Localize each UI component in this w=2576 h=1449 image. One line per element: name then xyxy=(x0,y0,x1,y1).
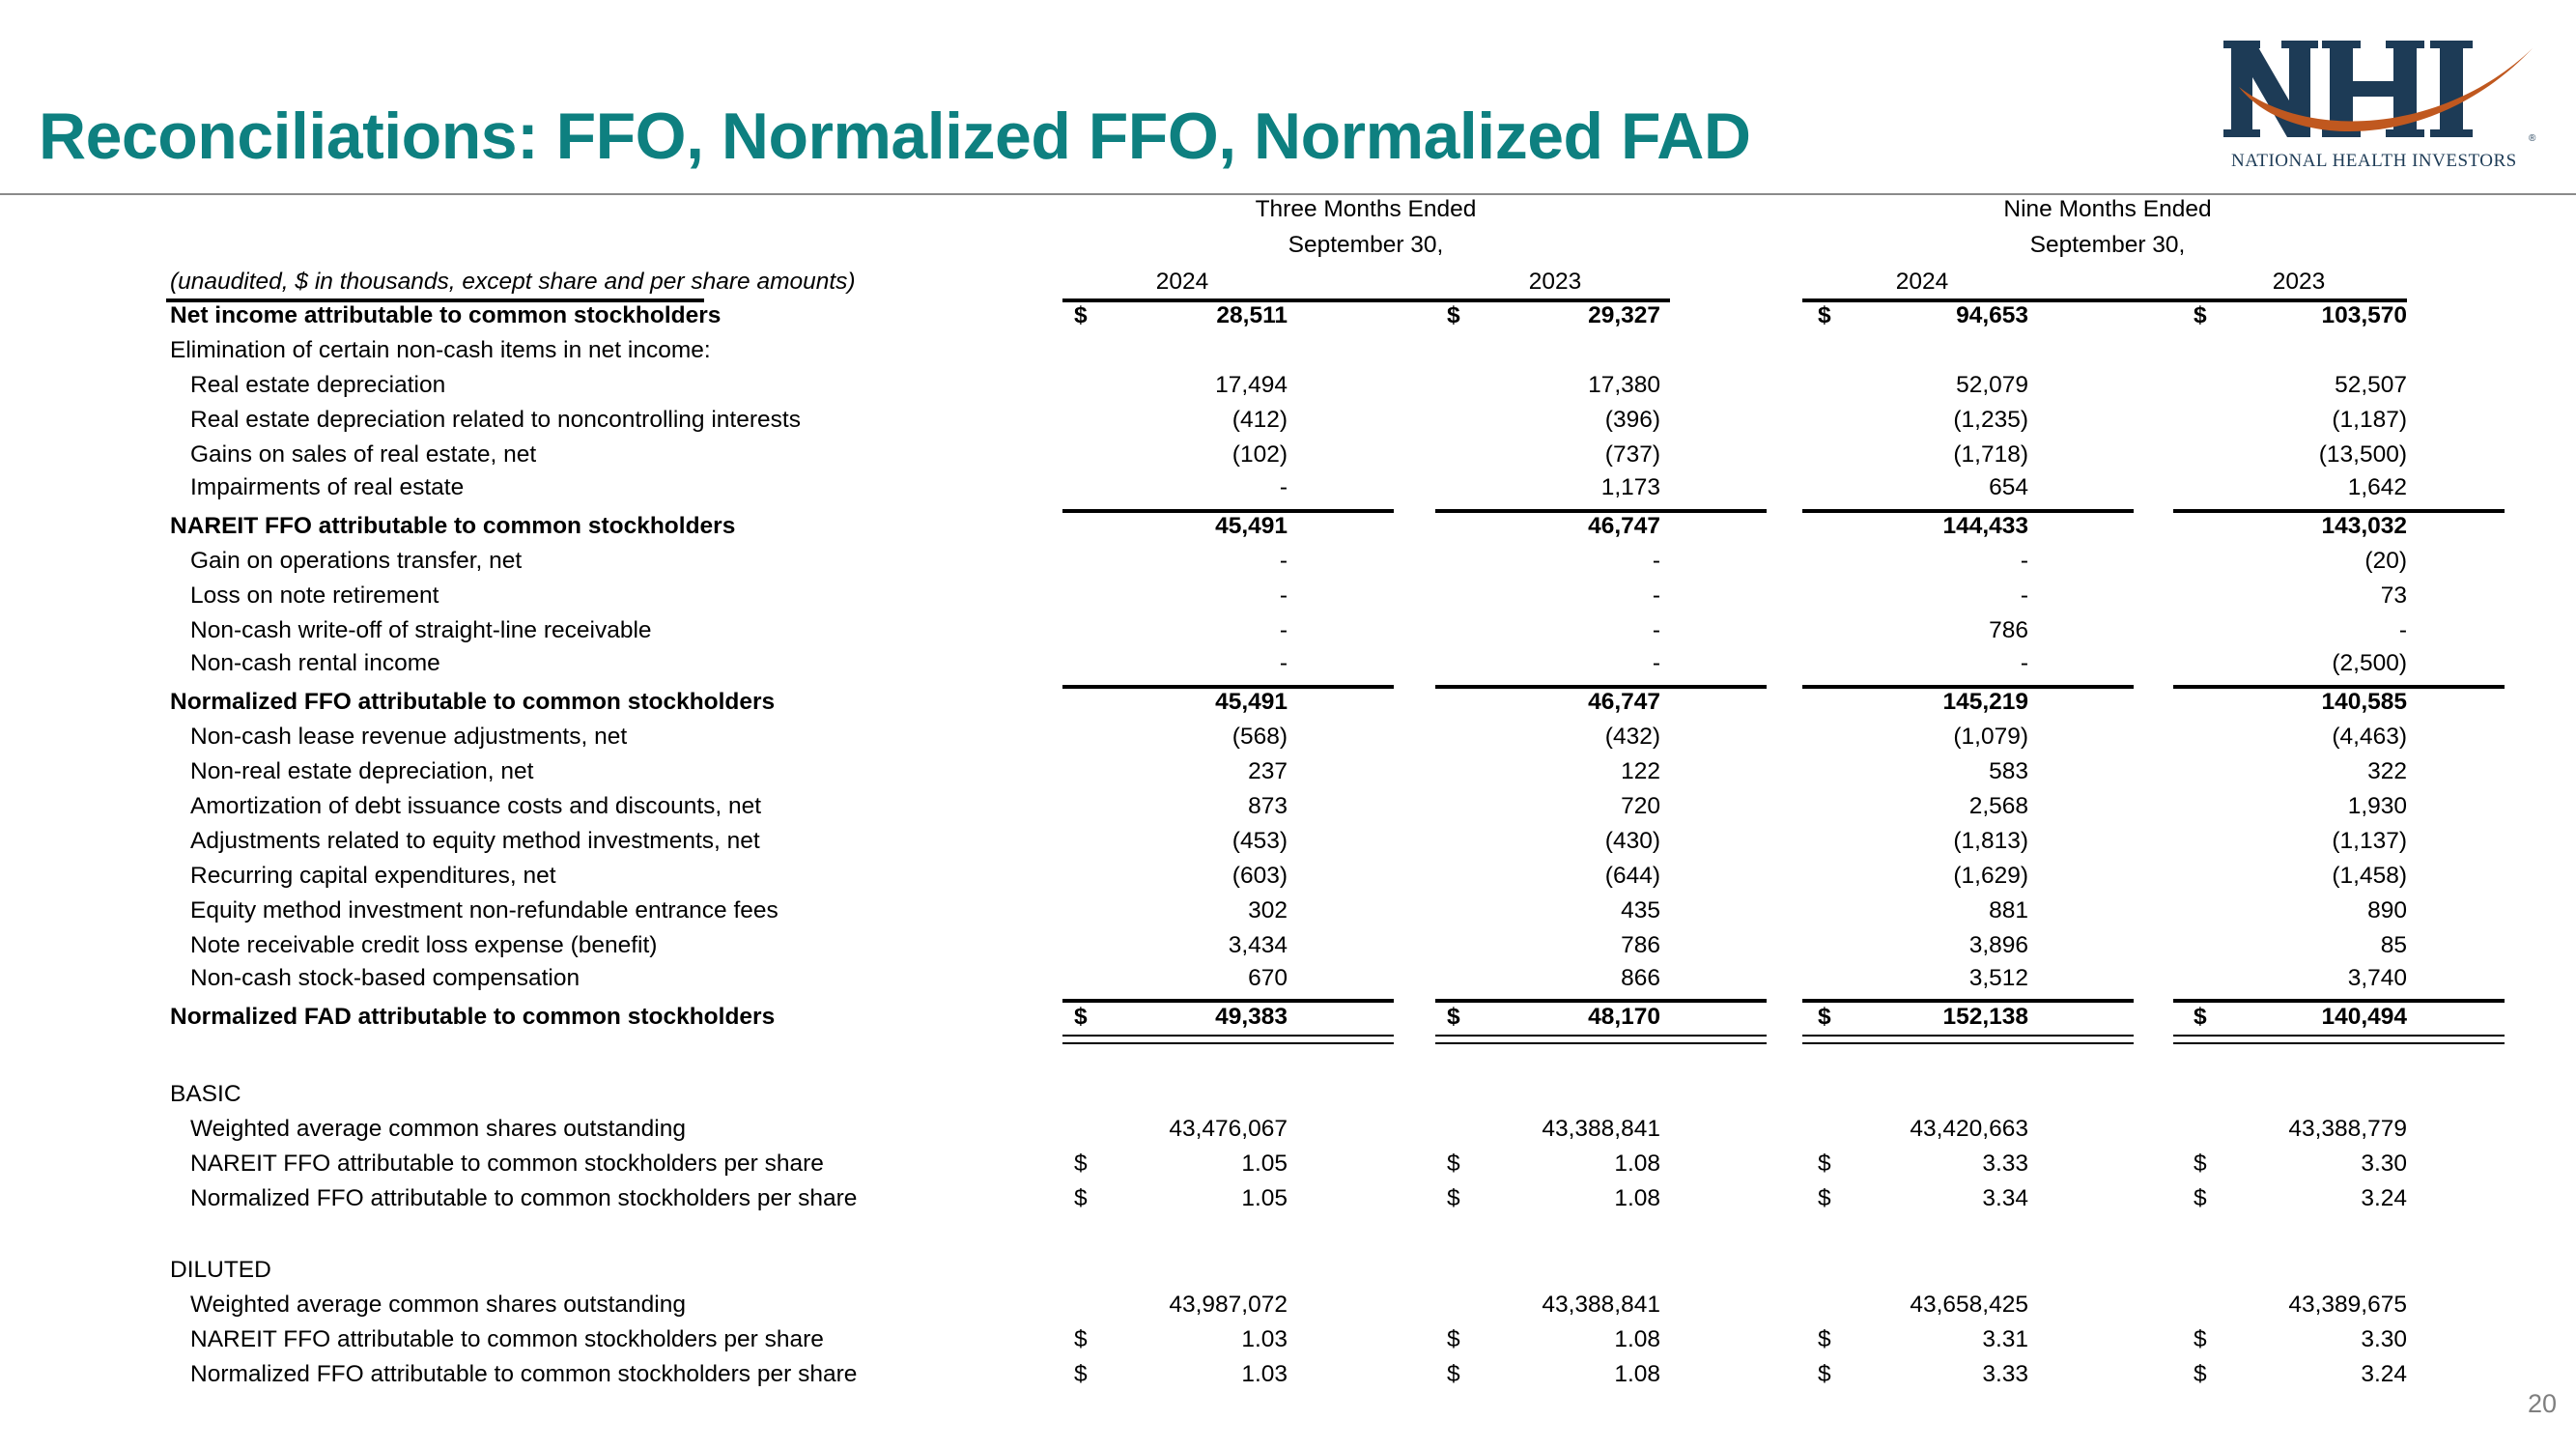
row-value: 43,658,425 xyxy=(1910,1292,2028,1318)
row-value: - xyxy=(1279,548,1288,574)
row-value: (1,813) xyxy=(1953,828,2028,854)
row-value: 17,494 xyxy=(1215,372,1288,398)
row-value: 1.03 xyxy=(1241,1326,1288,1352)
subtotal-rule xyxy=(1435,509,1767,513)
total-double-rule xyxy=(1062,1042,1394,1044)
row-value: 1.08 xyxy=(1614,1361,1660,1387)
year-header-q-2024: 2024 xyxy=(1155,269,1209,295)
row-label: Real estate depreciation xyxy=(190,372,446,398)
subtotal-rule xyxy=(1802,685,2134,689)
row-value: 3.24 xyxy=(2361,1185,2407,1211)
dollar-sign: $ xyxy=(1818,302,1831,328)
svg-text:®: ® xyxy=(2529,133,2536,144)
row-value: 48,170 xyxy=(1588,1004,1660,1030)
row-label: Elimination of certain non-cash items in net income: xyxy=(170,337,711,363)
row-value: 43,389,675 xyxy=(2288,1292,2407,1318)
total-double-rule xyxy=(1062,1035,1394,1037)
total-double-rule xyxy=(2173,1042,2505,1044)
row-value: - xyxy=(1279,474,1288,500)
row-label: Real estate depreciation related to noncontrolling interests xyxy=(190,407,801,433)
row-value: (13,500) xyxy=(2318,441,2407,468)
row-value: - xyxy=(1652,548,1660,574)
row-label: Loss on note retirement xyxy=(190,582,439,609)
dollar-sign: $ xyxy=(1818,1326,1831,1352)
row-value: (412) xyxy=(1231,407,1288,433)
dollar-sign: $ xyxy=(2194,302,2207,328)
subtotal-rule xyxy=(1062,509,1394,513)
row-value: 1.08 xyxy=(1614,1326,1660,1352)
row-value: (430) xyxy=(1604,828,1660,854)
row-value: - xyxy=(2020,582,2028,609)
row-value: 152,138 xyxy=(1942,1004,2028,1030)
row-label: Adjustments related to equity method investments, net xyxy=(190,828,760,854)
total-double-rule xyxy=(1802,1035,2134,1037)
subtotal-rule xyxy=(1062,685,1394,689)
row-value: 73 xyxy=(2380,582,2407,609)
row-value: 43,388,841 xyxy=(1542,1292,1660,1318)
row-value: 866 xyxy=(1621,965,1660,991)
row-value: 43,388,841 xyxy=(1542,1116,1660,1142)
row-value: 3.33 xyxy=(1982,1151,2028,1177)
row-label: Normalized FFO attributable to common stockholders per share xyxy=(190,1185,858,1211)
row-value: 3,740 xyxy=(2347,965,2407,991)
row-value: 1.08 xyxy=(1614,1151,1660,1177)
row-label: Non-cash rental income xyxy=(190,650,440,676)
row-label: NAREIT FFO attributable to common stockholders per share xyxy=(190,1151,824,1177)
row-value: 29,327 xyxy=(1588,302,1660,328)
header-underline xyxy=(1062,298,1670,302)
row-value: (1,079) xyxy=(1953,724,2028,750)
row-value: 3.30 xyxy=(2361,1326,2407,1352)
row-value: 46,747 xyxy=(1588,513,1660,539)
row-value: 28,511 xyxy=(1216,302,1288,328)
row-label: Net income attributable to common stockholders xyxy=(170,302,722,328)
header-underline xyxy=(1802,298,2407,302)
row-label: NAREIT FFO attributable to common stockholders xyxy=(170,513,736,539)
row-value: 1,642 xyxy=(2347,474,2407,500)
row-value: 3,512 xyxy=(1968,965,2028,991)
dollar-sign: $ xyxy=(2194,1004,2207,1030)
dollar-sign: $ xyxy=(2194,1185,2207,1211)
row-value: 122 xyxy=(1621,758,1660,784)
header-nine-months-2: September 30, xyxy=(2029,232,2186,258)
subtotal-rule xyxy=(1435,999,1767,1003)
row-value: 43,987,072 xyxy=(1169,1292,1288,1318)
row-value: 1.08 xyxy=(1614,1185,1660,1211)
row-value: 1,173 xyxy=(1600,474,1660,500)
row-value: (1,187) xyxy=(2332,407,2407,433)
row-value: 2,568 xyxy=(1968,793,2028,819)
header-three-months-1: Three Months Ended xyxy=(1255,196,1477,222)
row-value: 43,388,779 xyxy=(2288,1116,2407,1142)
row-value: - xyxy=(1279,582,1288,609)
header-nine-months-1: Nine Months Ended xyxy=(2003,196,2212,222)
row-value: (1,458) xyxy=(2332,863,2407,889)
row-label: Normalized FFO attributable to common stockholders xyxy=(170,689,776,715)
row-value: - xyxy=(2398,617,2407,643)
subtotal-rule xyxy=(1802,999,2134,1003)
row-label: Non-cash stock-based compensation xyxy=(190,965,580,991)
row-value: (396) xyxy=(1604,407,1660,433)
row-value: 140,585 xyxy=(2321,689,2407,715)
row-value: 140,494 xyxy=(2321,1004,2407,1030)
dollar-sign: $ xyxy=(1074,1361,1088,1387)
row-value: 873 xyxy=(1248,793,1288,819)
row-value: - xyxy=(1652,650,1660,676)
year-header-ytd-2023: 2023 xyxy=(2272,269,2326,295)
subtotal-rule xyxy=(1802,509,2134,513)
units-note: (unaudited, $ in thousands, except share and per share amounts) xyxy=(170,269,856,295)
row-label: Weighted average common shares outstanding xyxy=(190,1116,686,1142)
year-header-ytd-2024: 2024 xyxy=(1895,269,1949,295)
row-value: 786 xyxy=(1621,932,1660,958)
row-value: 3.31 xyxy=(1982,1326,2028,1352)
row-value: 144,433 xyxy=(1942,513,2028,539)
row-value: (1,137) xyxy=(2332,828,2407,854)
row-value: 3.30 xyxy=(2361,1151,2407,1177)
row-value: 49,383 xyxy=(1215,1004,1288,1030)
row-label: Normalized FAD attributable to common stockholders xyxy=(170,1004,776,1030)
dollar-sign: $ xyxy=(1074,302,1088,328)
row-value: - xyxy=(1652,582,1660,609)
row-value: 52,507 xyxy=(2335,372,2407,398)
row-value: 3.33 xyxy=(1982,1361,2028,1387)
row-value: (603) xyxy=(1231,863,1288,889)
row-value: 786 xyxy=(1989,617,2028,643)
row-value: 1.05 xyxy=(1241,1151,1288,1177)
subtotal-rule xyxy=(1435,685,1767,689)
row-value: (432) xyxy=(1604,724,1660,750)
dollar-sign: $ xyxy=(1447,1151,1460,1177)
row-label: Non-real estate depreciation, net xyxy=(190,758,534,784)
row-value: (1,629) xyxy=(1953,863,2028,889)
dollar-sign: $ xyxy=(1818,1185,1831,1211)
row-label: Gains on sales of real estate, net xyxy=(190,441,537,468)
row-value: (1,718) xyxy=(1953,441,2028,468)
row-value: 45,491 xyxy=(1215,513,1288,539)
row-value: - xyxy=(1279,650,1288,676)
total-double-rule xyxy=(1802,1042,2134,1044)
row-value: 890 xyxy=(2367,897,2407,923)
row-value: 654 xyxy=(1989,474,2028,500)
dollar-sign: $ xyxy=(2194,1361,2207,1387)
row-value: (102) xyxy=(1231,441,1288,468)
row-value: (1,235) xyxy=(1953,407,2028,433)
page-title: Reconciliations: FFO, Normalized FFO, Normalized FAD xyxy=(39,99,1751,173)
row-value: - xyxy=(1279,617,1288,643)
row-value: 881 xyxy=(1989,897,2028,923)
subtotal-rule xyxy=(2173,685,2505,689)
row-value: 43,476,067 xyxy=(1169,1116,1288,1142)
dollar-sign: $ xyxy=(1074,1185,1088,1211)
header-three-months-2: September 30, xyxy=(1288,232,1444,258)
total-double-rule xyxy=(1435,1042,1767,1044)
row-value: - xyxy=(1652,617,1660,643)
row-value: (737) xyxy=(1604,441,1660,468)
row-label: Non-cash lease revenue adjustments, net xyxy=(190,724,628,750)
row-label: Amortization of debt issuance costs and discounts, net xyxy=(190,793,762,819)
row-label: Note receivable credit loss expense (benefit) xyxy=(190,932,658,958)
row-label: NAREIT FFO attributable to common stockholders per share xyxy=(190,1326,824,1352)
row-value: 45,491 xyxy=(1215,689,1288,715)
row-label: DILUTED xyxy=(170,1257,271,1283)
dollar-sign: $ xyxy=(1447,1185,1460,1211)
row-label: Normalized FFO attributable to common stockholders per share xyxy=(190,1361,858,1387)
dollar-sign: $ xyxy=(1447,1361,1460,1387)
row-value: (20) xyxy=(2364,548,2407,574)
row-label: Non-cash write-off of straight-line receivable xyxy=(190,617,652,643)
subtotal-rule xyxy=(1062,999,1394,1003)
total-double-rule xyxy=(2173,1035,2505,1037)
row-value: (2,500) xyxy=(2332,650,2407,676)
dollar-sign: $ xyxy=(1447,1326,1460,1352)
dollar-sign: $ xyxy=(2194,1151,2207,1177)
dollar-sign: $ xyxy=(1074,1326,1088,1352)
row-label: Equity method investment non-refundable entrance fees xyxy=(190,897,778,923)
dollar-sign: $ xyxy=(1818,1361,1831,1387)
row-label: Recurring capital expenditures, net xyxy=(190,863,556,889)
dollar-sign: $ xyxy=(1074,1004,1088,1030)
dollar-sign: $ xyxy=(1447,1004,1460,1030)
row-value: 237 xyxy=(1248,758,1288,784)
row-value: 3,896 xyxy=(1968,932,2028,958)
row-value: 1,930 xyxy=(2347,793,2407,819)
year-header-q-2023: 2023 xyxy=(1528,269,1582,295)
row-value: 583 xyxy=(1989,758,2028,784)
row-value: 1.03 xyxy=(1241,1361,1288,1387)
row-value: 435 xyxy=(1621,897,1660,923)
row-value: 103,570 xyxy=(2321,302,2407,328)
subtotal-rule xyxy=(2173,509,2505,513)
row-value: (453) xyxy=(1231,828,1288,854)
row-value: 720 xyxy=(1621,793,1660,819)
row-label: Gain on operations transfer, net xyxy=(190,548,523,574)
row-value: 302 xyxy=(1248,897,1288,923)
subtotal-rule xyxy=(2173,999,2505,1003)
dollar-sign: $ xyxy=(1818,1151,1831,1177)
row-value: 322 xyxy=(2367,758,2407,784)
row-value: (568) xyxy=(1231,724,1288,750)
page-number: 20 xyxy=(2527,1389,2557,1418)
row-value: - xyxy=(2020,548,2028,574)
row-value: 3.34 xyxy=(1982,1185,2028,1211)
row-value: 1.05 xyxy=(1241,1185,1288,1211)
row-value: 3.24 xyxy=(2361,1361,2407,1387)
row-value: (644) xyxy=(1604,863,1660,889)
row-value: 3,434 xyxy=(1228,932,1288,958)
dollar-sign: $ xyxy=(2194,1326,2207,1352)
dollar-sign: $ xyxy=(1818,1004,1831,1030)
row-label: Impairments of real estate xyxy=(190,474,465,500)
row-label: Weighted average common shares outstanding xyxy=(190,1292,686,1318)
dollar-sign: $ xyxy=(1074,1151,1088,1177)
dollar-sign: $ xyxy=(1447,302,1460,328)
row-value: 52,079 xyxy=(1956,372,2028,398)
row-value: 43,420,663 xyxy=(1910,1116,2028,1142)
row-value: 85 xyxy=(2380,932,2407,958)
row-value: 670 xyxy=(1248,965,1288,991)
row-value: 94,653 xyxy=(1956,302,2028,328)
row-value: (4,463) xyxy=(2332,724,2407,750)
row-value: 145,219 xyxy=(1942,689,2028,715)
row-value: 46,747 xyxy=(1588,689,1660,715)
row-value: 17,380 xyxy=(1588,372,1660,398)
logo-text: NATIONAL HEALTH INVESTORS xyxy=(2231,151,2517,171)
total-double-rule xyxy=(1435,1035,1767,1037)
row-value: 143,032 xyxy=(2321,513,2407,539)
row-value: - xyxy=(2020,650,2028,676)
row-label: BASIC xyxy=(170,1081,241,1107)
